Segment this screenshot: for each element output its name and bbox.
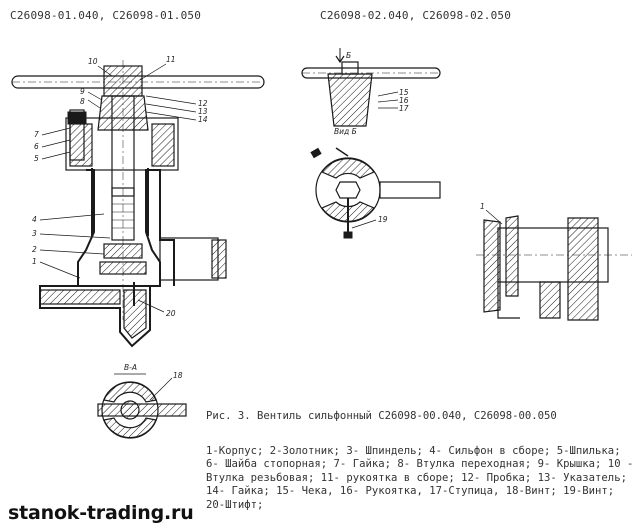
section-bar [98, 404, 186, 416]
callout-1: 1 [32, 257, 37, 266]
callout-20: 20 [166, 309, 176, 318]
section-label: В-А [124, 363, 137, 372]
outlet-nozzle [160, 238, 218, 280]
callout-11: 11 [166, 55, 176, 64]
model-codes-left: С26098-01.040, С26098-01.050 [10, 9, 202, 22]
callout-4: 4 [32, 215, 37, 224]
view-b [311, 127, 440, 238]
callout-14: 14 [198, 115, 208, 124]
view-b-handle [380, 182, 440, 198]
nut-7 [68, 112, 86, 124]
callout-1-right: 1 [480, 202, 485, 211]
section-b-a [98, 363, 186, 438]
callout-10: 10 [88, 57, 98, 66]
disc [104, 244, 142, 258]
callout-5: 5 [34, 154, 39, 163]
figure-caption: Рис. 3. Вентиль сильфонный С26098-00.040, С26098-00.050 [206, 410, 557, 422]
callout-13: 13 [198, 107, 208, 116]
arrow-b-label: Б [346, 51, 352, 60]
callout-3: 3 [32, 229, 37, 238]
callout-2: 2 [32, 245, 37, 254]
right-end-view [476, 202, 632, 320]
callout-9: 9 [80, 87, 85, 96]
model-codes-right: С26098-02.040, С26098-02.050 [320, 9, 512, 22]
main-section-view [12, 60, 264, 346]
callout-19: 19 [378, 215, 388, 224]
view-b-label: Вид Б [334, 127, 357, 136]
callout-6: 6 [34, 142, 39, 151]
callout-7: 7 [34, 130, 39, 139]
parts-legend: 1-Корпус; 2-Золотник; 3- Шпиндель; 4- Сильфон в сборе; 5-Шпилька; 6- Шайба стопорная; 7- Гайка; 8- Втулка переходная; 9- Крышка; 10 - Втулка резьбовая; 11- рукоятка в сборе; 12- Пробка; 13- Указатель; 14- Гайка; 15- Чека, 16- Рукоятка, 17-Ступица, 18-Винт; 19-Винт; 20-Штифт; [206, 445, 634, 511]
callout-12: 12 [198, 99, 208, 108]
callout-8: 8 [80, 97, 85, 106]
top-right-handle-view [302, 48, 440, 126]
callout-16: 16 [399, 96, 409, 105]
site-watermark[interactable]: stanok-trading.ru [8, 502, 194, 524]
callout-18: 18 [173, 371, 183, 380]
callout-17: 17 [399, 104, 409, 113]
callout-15: 15 [399, 88, 409, 97]
hub-17 [328, 74, 372, 126]
